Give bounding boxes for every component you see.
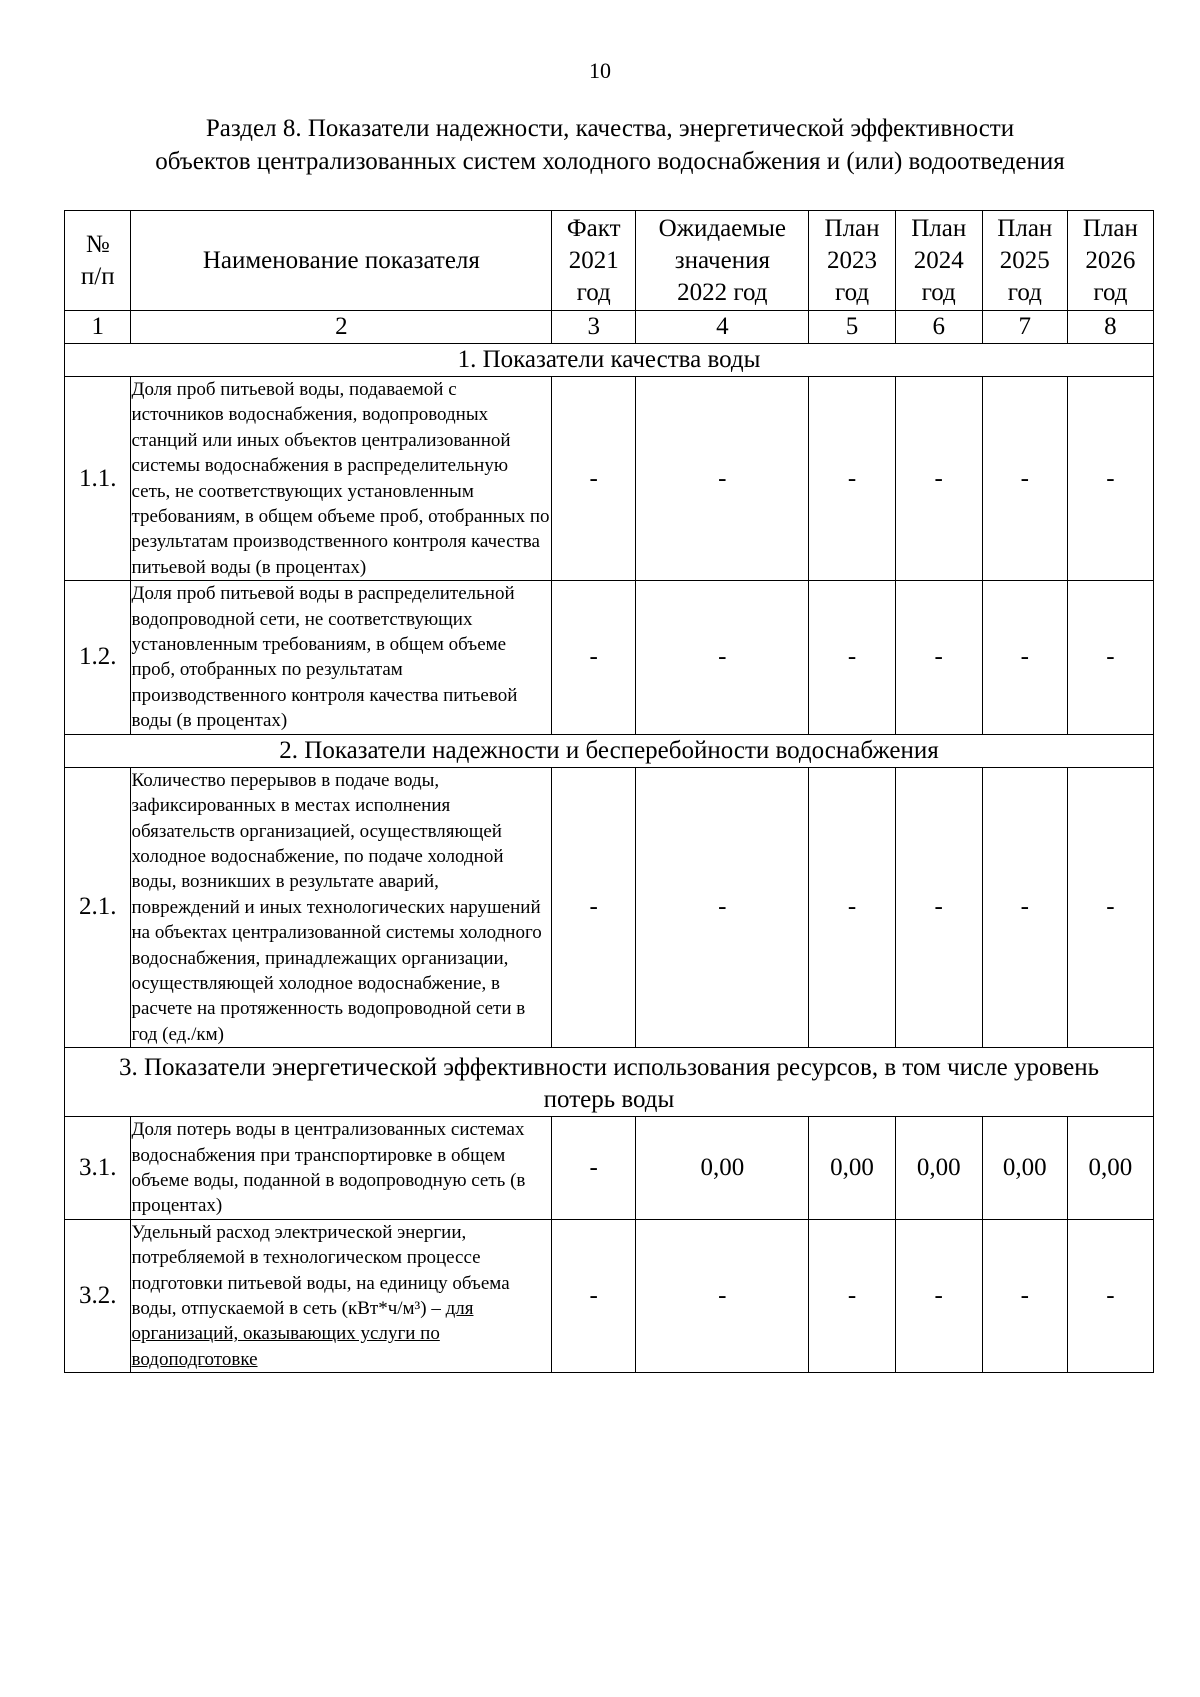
value-plan-2024: -	[895, 767, 982, 1047]
header-name: Наименование показателя	[131, 211, 552, 311]
table-row	[65, 581, 1154, 734]
indicator-name: Доля проб питьевой воды в распределительной водопроводной сети, не соответствующих установленным требованиям, в общем объеме проб, отобранных по результатам производственного контроля качества питьевой воды (в процентах)	[131, 581, 552, 734]
header-plan-2026: План 2026 год	[1067, 211, 1153, 311]
section-row	[65, 734, 1154, 767]
value-plan-2023: -	[809, 767, 895, 1047]
column-number: 4	[636, 311, 809, 344]
table-row	[65, 1219, 1154, 1372]
indicator-name	[131, 1219, 552, 1372]
section-title	[60, 112, 1160, 178]
value-plan-2023: -	[809, 377, 895, 581]
title-line-2: объектов централизованных систем холодного водоснабжения и (или) водоотведения	[155, 148, 1065, 175]
column-number: 2	[131, 311, 552, 344]
page-number: 10	[589, 58, 611, 83]
value-expected-2022: 0,00	[636, 1117, 809, 1220]
section-title-3: 3. Показатели энергетической эффективности использования ресурсов, в том числе уровень потерь воды	[65, 1048, 1154, 1117]
value-fact-2021: -	[552, 581, 636, 734]
column-number: 1	[65, 311, 131, 344]
table-row	[65, 1117, 1154, 1220]
indicator-name: Доля проб питьевой воды, подаваемой с источников водоснабжения, водопроводных станций или иных объектов централизованной системы водоснабжения в распределительную сеть, не соответствующих установленным требованиям, в общем объеме проб, отобранных по результатам производственного контроля качества питьевой воды (в процентах)	[131, 377, 552, 581]
column-number: 5	[809, 311, 895, 344]
row-number: 3.2.	[65, 1219, 131, 1372]
header-row	[65, 211, 1154, 311]
header-plan-2025: План 2025 год	[982, 211, 1067, 311]
value-plan-2024: -	[895, 581, 982, 734]
row-number: 2.1.	[65, 767, 131, 1047]
value-plan-2026: -	[1067, 767, 1153, 1047]
value-plan-2023: -	[809, 581, 895, 734]
indicator-name: Количество перерывов в подаче воды, зафиксированных в местах исполнения обязательств организацией, осуществляющей холодное водоснабжение, по подаче холодной воды, возникших в результате аварий, повреждений и иных технологических нарушений на объектах централизованной системы холодного водоснабжения, принадлежащих организации, осуществляющей холодное водоснабжение, в расчете на протяженность водопроводной сети в год (ед./км)	[131, 767, 552, 1047]
table-row	[65, 377, 1154, 581]
value-plan-2025: -	[982, 767, 1067, 1047]
value-expected-2022: -	[636, 581, 809, 734]
value-expected-2022: -	[636, 1219, 809, 1372]
header-plan-2023: План 2023 год	[809, 211, 895, 311]
row-number: 3.1.	[65, 1117, 131, 1220]
indicator-name-text: Удельный расход электрической энергии, потребляемой в технологическом процессе подготовки питьевой воды, на единицу объема воды, отпускаемой в сеть (кВт*ч/м³) –	[131, 1221, 510, 1319]
indicator-name-underlined: для организаций, оказывающих услуги по водоподготовке	[131, 1298, 474, 1370]
table-row	[65, 767, 1154, 1047]
section-row	[65, 344, 1154, 377]
value-plan-2026: -	[1067, 377, 1153, 581]
value-plan-2026: 0,00	[1067, 1117, 1153, 1220]
column-number: 8	[1067, 311, 1153, 344]
value-fact-2021: -	[552, 767, 636, 1047]
value-plan-2024: 0,00	[895, 1117, 982, 1220]
row-number: 1.1.	[65, 377, 131, 581]
value-plan-2026: -	[1067, 581, 1153, 734]
header-num: № п/п	[65, 211, 131, 311]
value-fact-2021: -	[552, 1219, 636, 1372]
column-number-row	[65, 311, 1154, 344]
value-plan-2024: -	[895, 1219, 982, 1372]
row-number: 1.2.	[65, 581, 131, 734]
value-plan-2023: -	[809, 1219, 895, 1372]
column-number: 7	[982, 311, 1067, 344]
header-fact-2021: Факт 2021 год	[552, 211, 636, 311]
column-number: 3	[552, 311, 636, 344]
value-plan-2025: 0,00	[982, 1117, 1067, 1220]
value-fact-2021: -	[552, 1117, 636, 1220]
section-title-2: 2. Показатели надежности и бесперебойности водоснабжения	[65, 734, 1154, 767]
value-plan-2024: -	[895, 377, 982, 581]
section-row	[65, 1048, 1154, 1117]
value-expected-2022: -	[636, 767, 809, 1047]
header-plan-2024: План 2024 год	[895, 211, 982, 311]
value-plan-2025: -	[982, 377, 1067, 581]
value-plan-2023: 0,00	[809, 1117, 895, 1220]
value-plan-2025: -	[982, 1219, 1067, 1372]
value-plan-2025: -	[982, 581, 1067, 734]
value-plan-2026: -	[1067, 1219, 1153, 1372]
section-title-1: 1. Показатели качества воды	[65, 344, 1154, 377]
indicators-table	[64, 210, 1154, 1373]
indicator-name: Доля потерь воды в централизованных системах водоснабжения при транспортировке в общем объеме воды, поданной в водопроводную сеть (в процентах)	[131, 1117, 552, 1220]
title-line-1: Раздел 8. Показатели надежности, качества, энергетической эффективности	[205, 115, 1015, 142]
value-fact-2021: -	[552, 377, 636, 581]
value-expected-2022: -	[636, 377, 809, 581]
column-number: 6	[895, 311, 982, 344]
header-expected-2022: Ожидаемые значения 2022 год	[636, 211, 809, 311]
